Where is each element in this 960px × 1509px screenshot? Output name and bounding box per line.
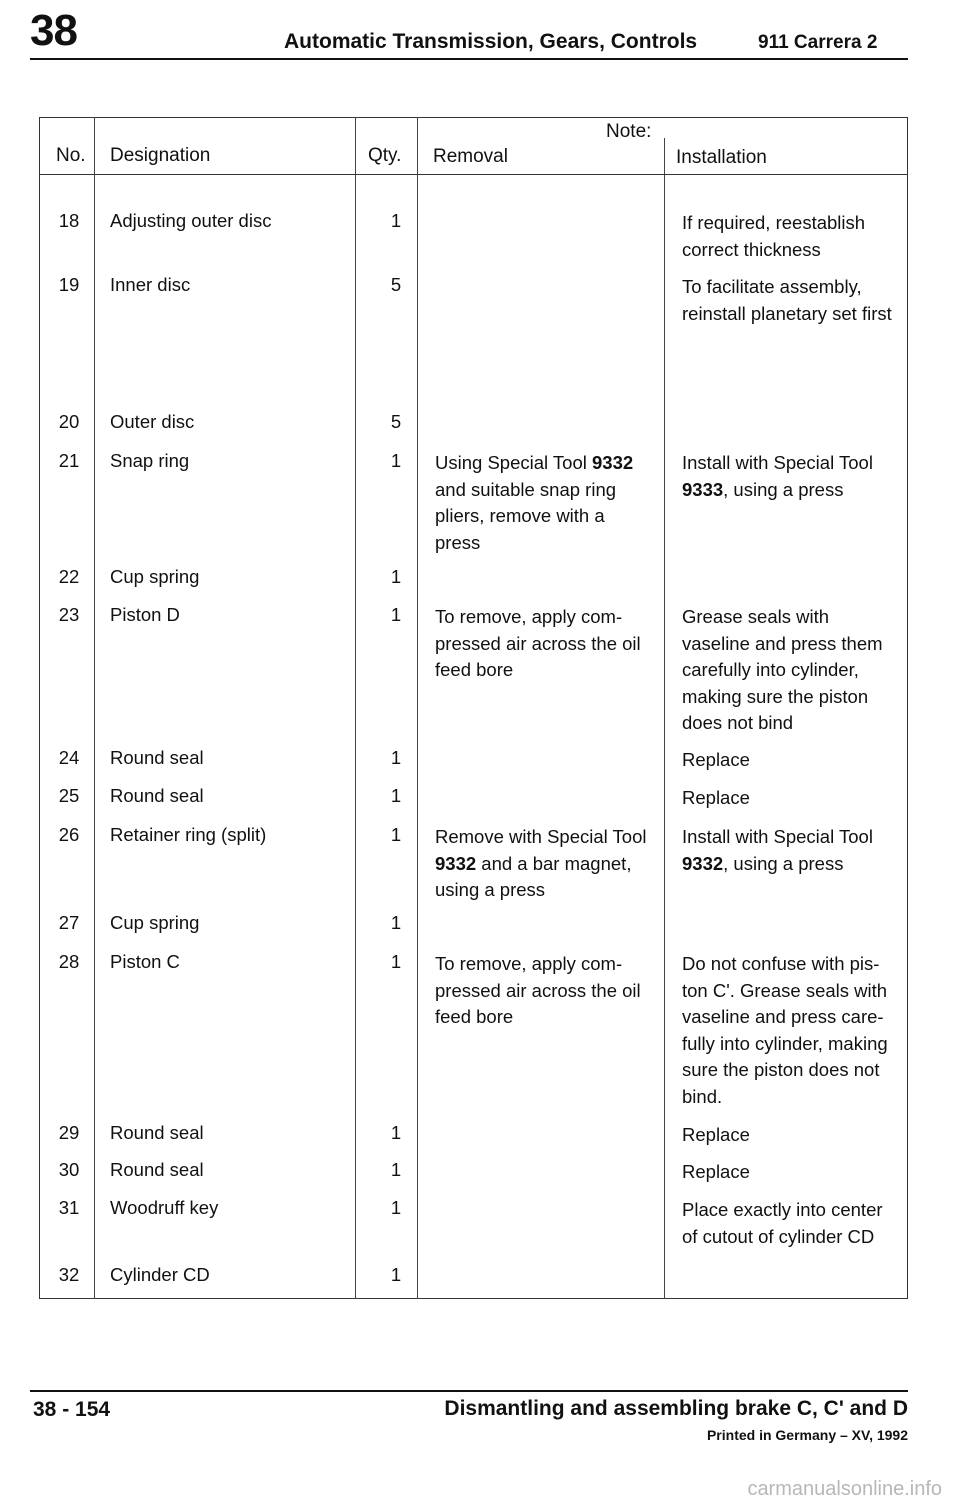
row-number: 18 <box>58 210 80 231</box>
row-installation-line: Replace <box>682 1161 750 1182</box>
column-divider <box>664 138 665 1299</box>
row-designation: Adjusting outer disc <box>110 210 272 231</box>
row-quantity: 1 <box>390 566 402 587</box>
row-installation-line: fully into cylinder, making <box>682 1032 888 1054</box>
row-number: 30 <box>58 1159 80 1180</box>
column-header-no: No. <box>56 145 86 166</box>
row-removal-line: and suitable snap ring <box>435 478 617 500</box>
page-number: 38 - 154 <box>33 1398 111 1421</box>
row-quantity: 1 <box>390 1122 402 1143</box>
row-designation: Round seal <box>110 785 204 806</box>
row-quantity: 1 <box>390 210 402 231</box>
row-removal-line: pressed air across the oil <box>435 632 641 654</box>
row-removal-line: Using Special Tool 9332 <box>435 452 634 473</box>
row-quantity: 1 <box>390 450 402 471</box>
row-designation: Piston D <box>110 604 180 625</box>
row-number: 28 <box>58 951 80 972</box>
row-designation: Round seal <box>110 747 204 768</box>
row-number: 31 <box>58 1197 80 1218</box>
row-quantity: 1 <box>390 604 402 625</box>
row-designation: Round seal <box>110 1159 204 1180</box>
model-name: 911 Carrera 2 <box>758 32 878 53</box>
row-installation-line: does not bind <box>682 712 794 733</box>
row-designation: Cup spring <box>110 566 200 587</box>
section-title: Dismantling and assembling brake C, C' and D <box>444 1397 908 1420</box>
row-installation-line: Replace <box>682 787 750 808</box>
row-removal-line: pressed air across the oil <box>435 979 641 1001</box>
row-installation-line: Install with Special Tool <box>682 452 873 473</box>
row-removal-line: To remove, apply com- <box>435 953 623 974</box>
row-installation-line: Grease seals with <box>682 606 830 627</box>
section-number: 38 <box>30 6 77 55</box>
row-designation: Outer disc <box>110 411 195 432</box>
row-number: 24 <box>58 747 80 768</box>
row-quantity: 1 <box>390 1197 402 1218</box>
row-number: 32 <box>58 1264 80 1285</box>
footer-rule <box>30 1390 908 1392</box>
row-installation-line: ton C'. Grease seals with <box>682 979 888 1001</box>
row-number: 20 <box>58 411 80 432</box>
row-designation: Round seal <box>110 1122 204 1143</box>
row-number: 25 <box>58 785 80 806</box>
row-designation: Snap ring <box>110 450 190 471</box>
row-designation: Cylinder CD <box>110 1264 210 1285</box>
column-divider <box>355 117 356 1299</box>
header-divider <box>39 174 908 175</box>
row-number: 29 <box>58 1122 80 1143</box>
row-removal-line: Remove with Special Tool <box>435 826 647 847</box>
row-quantity: 1 <box>390 1159 402 1180</box>
row-number: 22 <box>58 566 80 587</box>
row-installation-line: vaseline and press care- <box>682 1006 884 1027</box>
row-installation-line: Replace <box>682 749 750 770</box>
row-installation-line: Place exactly into center <box>682 1199 883 1220</box>
row-quantity: 1 <box>390 912 402 933</box>
row-designation: Retainer ring (split) <box>110 824 267 845</box>
row-installation-line: making sure the piston <box>682 685 869 707</box>
row-installation-line: Install with Special Tool <box>682 826 873 847</box>
row-removal-line: feed bore <box>435 659 514 680</box>
column-header-designation: Designation <box>110 145 211 166</box>
row-installation-line: Do not confuse with pis- <box>682 953 880 974</box>
row-installation-line: Replace <box>682 1124 750 1145</box>
row-designation: Inner disc <box>110 274 191 295</box>
row-designation: Woodruff key <box>110 1197 219 1218</box>
row-quantity: 1 <box>390 824 402 845</box>
column-divider <box>94 117 95 1299</box>
row-installation-line: 9332, using a press <box>682 852 844 874</box>
row-installation-line: bind. <box>682 1085 723 1107</box>
row-installation-line: If required, reestablish <box>682 212 866 233</box>
header-rule <box>30 58 908 60</box>
row-installation-line: carefully into cylinder, <box>682 659 859 680</box>
row-designation: Cup spring <box>110 912 200 933</box>
row-removal-line: 9332 and a bar magnet, <box>435 852 632 874</box>
row-number: 23 <box>58 604 80 625</box>
row-installation-line: sure the piston does not <box>682 1059 880 1080</box>
row-installation-line: vaseline and press them <box>682 632 883 654</box>
row-number: 21 <box>58 450 80 471</box>
row-number: 26 <box>58 824 80 845</box>
row-installation-line: 9333, using a press <box>682 478 844 500</box>
column-header-installation: Installation <box>676 147 767 168</box>
row-quantity: 5 <box>390 411 402 432</box>
column-header-removal: Removal <box>433 146 508 167</box>
print-info: Printed in Germany – XV, 1992 <box>706 1427 908 1443</box>
row-removal-line: pliers, remove with a <box>435 505 605 526</box>
row-quantity: 1 <box>390 1264 402 1285</box>
column-header-note: Note: <box>606 121 652 142</box>
row-installation-line: of cutout of cylinder CD <box>682 1225 875 1247</box>
row-designation: Piston C <box>110 951 180 972</box>
column-divider <box>417 117 418 1299</box>
row-installation-line: reinstall planetary set first <box>682 302 892 324</box>
row-installation-line: To facilitate assembly, <box>682 276 862 297</box>
row-number: 27 <box>58 912 80 933</box>
watermark: carmanualsonline.info <box>747 1478 942 1500</box>
row-number: 19 <box>58 274 80 295</box>
row-installation-line: correct thickness <box>682 238 821 260</box>
row-removal-line: feed bore <box>435 1006 514 1027</box>
page-title: Automatic Transmission, Gears, Controls <box>284 30 698 53</box>
row-removal-line: using a press <box>435 879 546 900</box>
row-quantity: 5 <box>390 274 402 295</box>
column-header-qty: Qty. <box>368 145 402 166</box>
row-quantity: 1 <box>390 951 402 972</box>
row-removal-line: To remove, apply com- <box>435 606 623 627</box>
row-quantity: 1 <box>390 747 402 768</box>
row-quantity: 1 <box>390 785 402 806</box>
row-removal-line: press <box>435 531 481 553</box>
